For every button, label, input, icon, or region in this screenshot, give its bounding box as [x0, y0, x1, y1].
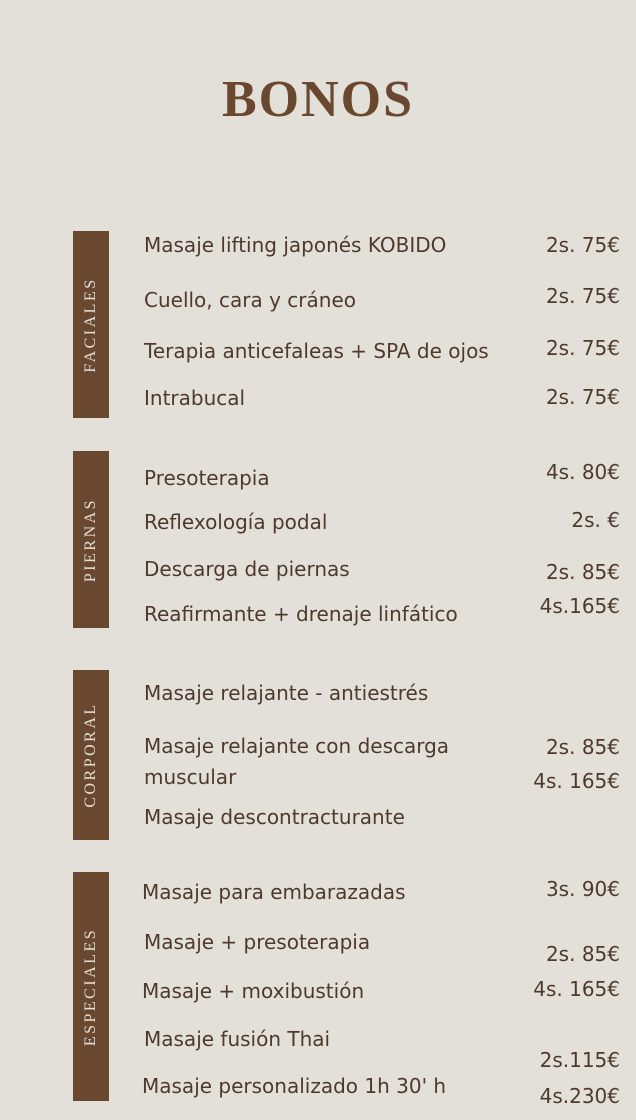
section-label-especiales: ESPECIALES	[82, 927, 99, 1046]
service-name: Masaje + moxibustión	[142, 979, 365, 1003]
service-name: Reflexología podal	[144, 510, 328, 534]
service-name: Masaje relajante con descarga	[144, 734, 450, 758]
service-price: 4s. 165€	[533, 769, 620, 793]
service-name: Masaje relajante - antiestrés	[144, 681, 429, 705]
page-title: BONOS	[221, 71, 415, 128]
section-label-faciales: FACIALES	[82, 276, 99, 373]
service-name: Masaje + presoterapia	[144, 930, 371, 954]
section-tab-corporal	[73, 670, 109, 840]
service-name: Descarga de piernas	[144, 557, 350, 581]
service-price: 2s. 75€	[545, 385, 620, 409]
service-price: 2s. 85€	[545, 560, 620, 584]
service-price: 3s. 90€	[545, 877, 620, 901]
service-name: muscular	[144, 765, 237, 789]
service-price: 2s. 85€	[545, 942, 620, 966]
service-price: 2s. 75€	[545, 336, 620, 360]
service-name: Masaje descontracturante	[144, 805, 405, 829]
service-price: 2s. €	[571, 508, 620, 532]
service-name: Masaje personalizado 1h 30' h	[142, 1074, 447, 1098]
service-price: 4s. 80€	[545, 460, 620, 484]
service-name: Masaje para embarazadas	[142, 880, 406, 904]
service-name: Masaje lifting japonés KOBIDO	[144, 233, 447, 257]
service-price: 2s.115€	[539, 1048, 620, 1072]
service-price: 4s. 165€	[533, 977, 620, 1001]
service-name: Cuello, cara y cráneo	[144, 288, 356, 312]
section-tab-especiales	[73, 872, 109, 1101]
service-name: Reafirmante + drenaje linfático	[144, 602, 458, 626]
service-price: 2s. 75€	[545, 284, 620, 308]
section-label-piernas: PIERNAS	[82, 497, 99, 582]
service-name: Terapia anticefaleas + SPA de ojos	[144, 339, 489, 363]
section-tab-faciales	[73, 231, 109, 418]
service-price: 4s.165€	[539, 594, 620, 618]
service-price: 4s.230€	[539, 1084, 620, 1108]
section-label-corporal: CORPORAL	[82, 702, 99, 808]
service-price: 2s. 75€	[545, 233, 620, 257]
service-name: Intrabucal	[144, 386, 246, 410]
service-name: Masaje fusión Thai	[144, 1027, 331, 1051]
service-name: Presoterapia	[144, 466, 270, 490]
service-price: 2s. 85€	[545, 735, 620, 759]
section-tab-piernas	[73, 451, 109, 628]
